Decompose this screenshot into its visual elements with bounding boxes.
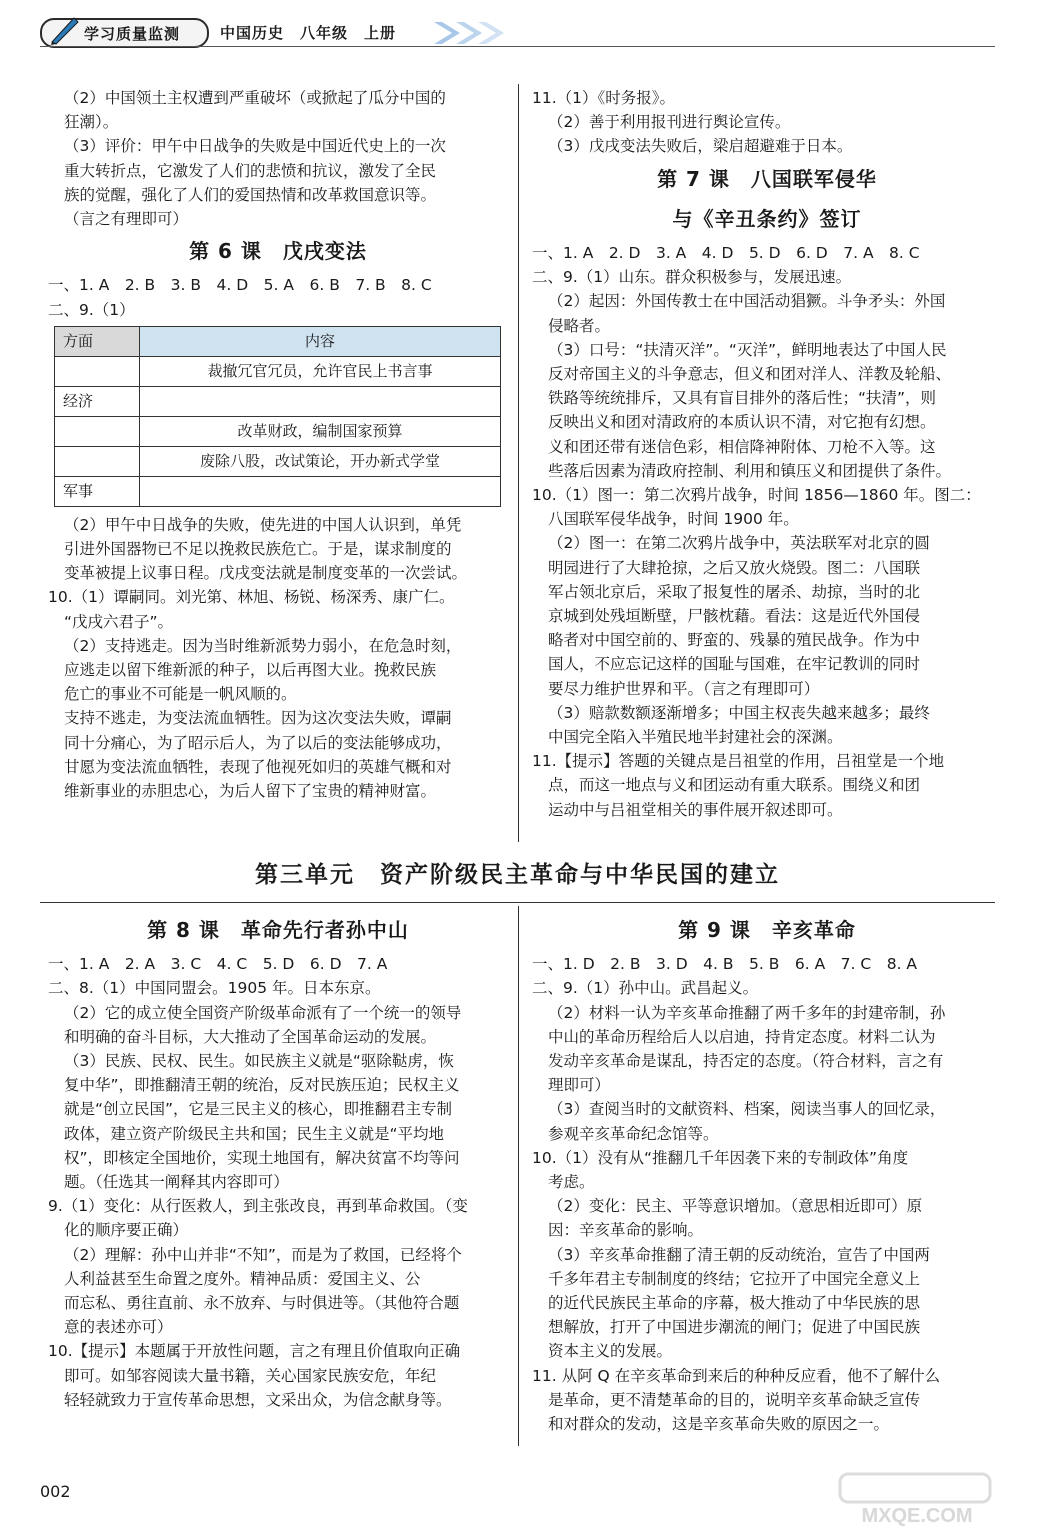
text-line: 千多年君主专制制度的终结；它拉开了中国完全意义上 <box>548 1269 921 1288</box>
pen-icon <box>48 12 82 46</box>
page-header <box>40 10 510 50</box>
text-line: （2）支持逃走。因为当时维新派势力弱小，在危急时刻， <box>64 636 462 655</box>
text-line: 10.【提示】本题属于开放性问题，言之有理且价值取向正确 <box>48 1342 461 1361</box>
text-line: （2）中国领土主权遭到严重破坏（或掀起了瓜分中国的 <box>64 89 446 107</box>
table-cell: 改革财政，编制国家预算 <box>140 416 501 446</box>
text-line: 9.（1）变化：从行医救人，到主张改良，再到革命救国。（变 <box>48 1197 468 1216</box>
table-row <box>55 446 501 476</box>
text-line: （2）它的成立使全国资产阶级革命派有了一个统一的领导 <box>64 1003 462 1022</box>
text-line: 侵略者。 <box>548 316 611 335</box>
text-line: 略者对中国空前的、野蛮的、残暴的殖民战争。作为中 <box>548 631 921 650</box>
text-line: 的近代民族民主革命的序幕，极大推动了中华民族的思 <box>548 1294 921 1313</box>
text-line: 维新事业的赤胆忠心，为后人留下了宝贵的精神财富。 <box>64 782 437 801</box>
choice-answers: 一、1. A 2. B 3. B 4. D 5. A 6. B 7. B 8. C <box>48 276 432 295</box>
table-cell: 废除八股，改试策论，开办新式学堂 <box>140 446 501 476</box>
text-line: 狂潮）。 <box>64 113 119 132</box>
lesson-7-subtitle: 与《辛丑条约》签订 <box>672 206 862 231</box>
watermark-text: MXQE.COM <box>861 1505 973 1527</box>
text-line: 10.（1）没有从“推翻几千年因袭下来的专制政体”角度 <box>532 1148 909 1167</box>
reform-table <box>54 326 501 507</box>
text-line: 理即可） <box>548 1076 611 1095</box>
text-line: 和对群众的发动，这是辛亥革命失败的原因之一。 <box>548 1415 890 1434</box>
table-cell <box>140 386 501 416</box>
table-row <box>55 386 501 416</box>
text-line: 意的表述亦可） <box>64 1318 173 1337</box>
lesson-8-title: 第 8 课 革命先行者孙中山 <box>147 918 409 942</box>
table-cell: 裁撤冗官冗员，允许官民上书言事 <box>140 356 501 386</box>
table-header-content: 内容 <box>140 326 501 356</box>
watermark-logo <box>832 1470 1002 1528</box>
text-line: 京城到处残垣断壁，尸骸枕藉。看法：这是近代外国侵 <box>548 607 921 626</box>
text-line: 而忘私、勇往直前、永不放弃、与时俱进等。（其他符合题 <box>64 1294 460 1313</box>
right-bottom-column <box>532 910 1002 1436</box>
unit-title: 第三单元 资产阶级民主革命与中华民国的建立 <box>255 862 780 888</box>
header-rule <box>40 46 995 47</box>
text-line: 题。（任选其一阐释其内容即可） <box>64 1173 289 1192</box>
text-line: （2）图一：在第二次鸦片战争中，英法联军对北京的圆 <box>548 534 930 553</box>
text-line: 即可。如邹容阅读大量书籍，关心国家民族安危，年纪 <box>64 1366 437 1385</box>
choice-answers: 一、1. A 2. D 3. A 4. D 5. D 6. D 7. A 8. C <box>532 244 920 263</box>
text-line: 甘愿为变法流血牺牲，表现了他视死如归的英雄气概和对 <box>64 757 452 776</box>
lesson-7-title: 第 7 课 八国联军侵华 <box>657 166 877 191</box>
choice-answers: 一、1. D 2. B 3. D 4. B 5. B 6. A 7. C 8. A <box>532 955 918 974</box>
text-line: 就是“创立民国”，它是三民主义的核心，即推翻君主专制 <box>64 1100 453 1119</box>
text-line: 点，而这一地点与义和团运动有重大联系。围绕义和团 <box>548 776 921 795</box>
text-line: 铁路等统统排斥，又具有盲目排外的落后性；“扶清”，则 <box>548 389 937 408</box>
table-cell <box>55 446 140 476</box>
text-line: （3）查阅当时的文献资料、档案，阅读当事人的回忆录， <box>548 1100 946 1119</box>
text-line: “戊戌六君子”。 <box>64 612 174 631</box>
text-line: 军占领北京后，采取了报复性的屠杀、劫掠，当时的北 <box>548 582 921 601</box>
table-row <box>55 416 501 446</box>
text-line: （2）善于利用报刊进行舆论宣传。 <box>548 113 791 132</box>
text-line: 政体，建立资产阶级民主共和国；民生主义就是“平均地 <box>64 1124 445 1143</box>
table-row <box>55 356 501 386</box>
header-badge <box>40 18 209 48</box>
text-line: （3）戊戌变法失败后，梁启超避难于日本。 <box>548 137 853 156</box>
text-line: （3）口号：“扶清灭洋”。“灭洋”，鲜明地表达了中国人民 <box>548 340 947 359</box>
text-line: （2）材料一认为辛亥革命推翻了两千多年的封建帝制，孙 <box>548 1003 946 1022</box>
text-line: （言之有理即可） <box>64 210 189 229</box>
text-line: （2）起因：外国传教士在中国活动猖獗。斗争矛头：外国 <box>548 292 946 311</box>
left-bottom-column <box>48 910 508 1412</box>
text-line: 中山的革命历程给后人以启迪，持肯定态度。材料二认为 <box>548 1027 936 1046</box>
text-line: 引进外国器物已不足以挽救民族危亡。于是，谋求制度的 <box>64 540 452 559</box>
column-divider <box>518 906 519 1446</box>
text-line: 族的觉醒，强化了人们的爱国热情和改革救国意识等。 <box>64 185 437 204</box>
text-line: 些落后因素为清政府控制、利用和镇压义和团提供了条件。 <box>548 461 952 480</box>
text-line: 国人，不应忘记这样的国耻与国难，在牢记教训的同时 <box>548 655 921 674</box>
column-divider <box>518 84 519 842</box>
text-line: 资本主义的发展。 <box>548 1342 673 1361</box>
text-line: 11. 从阿 Q 在辛亥革命到来后的种种反应看，他不了解什么 <box>532 1366 941 1385</box>
table-cell: 经济 <box>55 386 140 416</box>
question-label: 二、9.（1） <box>48 300 135 319</box>
text-line: （2）变化：民主、平等意识增加。（意思相近即可）原 <box>548 1197 923 1216</box>
lesson-9-title: 第 9 课 辛亥革命 <box>678 918 856 942</box>
text-line: 中国完全陷入半殖民地半封建社会的深渊。 <box>548 728 843 747</box>
right-top-column <box>532 86 1002 822</box>
text-line: 10.（1）谭嗣同。刘光第、林旭、杨锐、杨深秀、康广仁。 <box>48 588 455 607</box>
table-header-row <box>55 326 501 356</box>
text-line: 反映出义和团对清政府的本质认识不清，对它抱有幻想。 <box>548 413 936 432</box>
text-line: 轻轻就致力于宣传革命思想，文采出众，为信念献身等。 <box>64 1390 452 1409</box>
text-line: 人利益甚至生命置之度外。精神品质：爱国主义、公 <box>64 1269 421 1288</box>
text-line: （2）甲午中日战争的失败，使先进的中国人认识到，单凭 <box>64 515 462 534</box>
text-line: 化的顺序要正确） <box>64 1221 189 1240</box>
text-line: 考虑。 <box>548 1173 595 1192</box>
text-line: （3）赔款数额逐渐增多；中国主权丧失越来越多；最终 <box>548 703 930 722</box>
text-line: 变革被提上议事日程。戊戌变法就是制度变革的一次尝试。 <box>64 564 468 583</box>
table-cell <box>55 356 140 386</box>
text-line: 发动辛亥革命是谋乱，持否定的态度。（符合材料，言之有 <box>548 1052 944 1071</box>
text-line: （3）辛亥革命推翻了清王朝的反动统治，宣告了中国两 <box>548 1245 930 1264</box>
text-line: （2）理解：孙中山并非“不知”，而是为了救国，已经将个 <box>64 1245 462 1264</box>
text-line: 反对帝国主义的斗争意志，但义和团对洋人、洋教及轮船、 <box>548 365 952 384</box>
text-line: 支持不逃走，为变法流血牺牲。因为这次变法失败，谭嗣 <box>64 709 452 728</box>
page-number: 002 <box>40 1482 71 1501</box>
chevrons-decoration-icon <box>430 20 520 46</box>
header-badge-text: 学习质量监测 <box>84 25 181 43</box>
text-line: 明园进行了大肆抢掠，之后又放火烧毁。图二：八国联 <box>548 558 921 577</box>
text-line: 应逃走以留下维新派的种子，以后再图大业。挽救民族 <box>64 661 437 680</box>
text-line: 因：辛亥革命的影响。 <box>548 1221 704 1240</box>
text-line: 11.【提示】答题的关键点是吕祖堂的作用，吕祖堂是一个地 <box>532 752 945 771</box>
text-line: 运动中与吕祖堂相关的事件展开叙述即可。 <box>548 800 843 819</box>
text-line: 二、9.（1）山东。群众积极参与，发展迅速。 <box>532 268 852 287</box>
table-header-aspect: 方面 <box>55 326 140 356</box>
text-line: （3）评价：甲午中日战争的失败是中国近代史上的一次 <box>64 137 446 156</box>
left-top-column <box>48 86 508 803</box>
text-line: 二、8.（1）中国同盟会。1905 年。日本东京。 <box>48 979 381 998</box>
text-line: （3）民族、民权、民生。如民族主义就是“驱除鞑虏，恢 <box>64 1052 454 1071</box>
table-cell <box>140 476 501 506</box>
text-line: 义和团还带有迷信色彩，相信降神附体、刀枪不入等。这 <box>548 437 936 456</box>
text-line: 想解放，打开了中国进步潮流的闸门；促进了中国民族 <box>548 1318 921 1337</box>
text-line: 八国联军侵华战争，时间 1900 年。 <box>548 510 799 529</box>
lesson-6-title: 第 6 课 戊戌变法 <box>189 239 367 264</box>
text-line: 权”，即核定全国地价，实现土地国有，解决贫富不均等问 <box>64 1148 460 1167</box>
text-line: 10.（1）图一：第二次鸦片战争，时间 1856—1860 年。图二： <box>532 486 981 505</box>
table-cell: 军事 <box>55 476 140 506</box>
choice-answers: 一、1. A 2. A 3. C 4. C 5. D 6. D 7. A <box>48 955 388 974</box>
text-line: 复中华”，即推翻清王朝的统治，反对民族压迫；民权主义 <box>64 1076 460 1095</box>
text-line: 和明确的奋斗目标，大大推动了全国革命运动的发展。 <box>64 1027 437 1046</box>
text-line: 二、9.（1）孙中山。武昌起义。 <box>532 979 759 998</box>
text-line: 危亡的事业不可能是一帆风顺的。 <box>64 685 297 704</box>
text-line: 11.（1）《时务报》。 <box>532 89 676 107</box>
text-line: 要尽力维护世界和平。（言之有理即可） <box>548 679 820 698</box>
text-line: 参观辛亥革命纪念馆等。 <box>548 1124 719 1143</box>
text-line: 重大转折点，它激发了人们的悲愤和抗议，激发了全民 <box>64 161 437 180</box>
table-row <box>55 476 501 506</box>
table-cell <box>55 416 140 446</box>
unit-rule <box>40 902 995 903</box>
text-line: 是革命，更不清楚革命的目的，说明辛亥革命缺乏宣传 <box>548 1390 921 1409</box>
header-subject: 中国历史 八年级 上册 <box>220 24 397 42</box>
text-line: 同十分痛心，为了昭示后人，为了以后的变法能够成功， <box>64 733 452 752</box>
